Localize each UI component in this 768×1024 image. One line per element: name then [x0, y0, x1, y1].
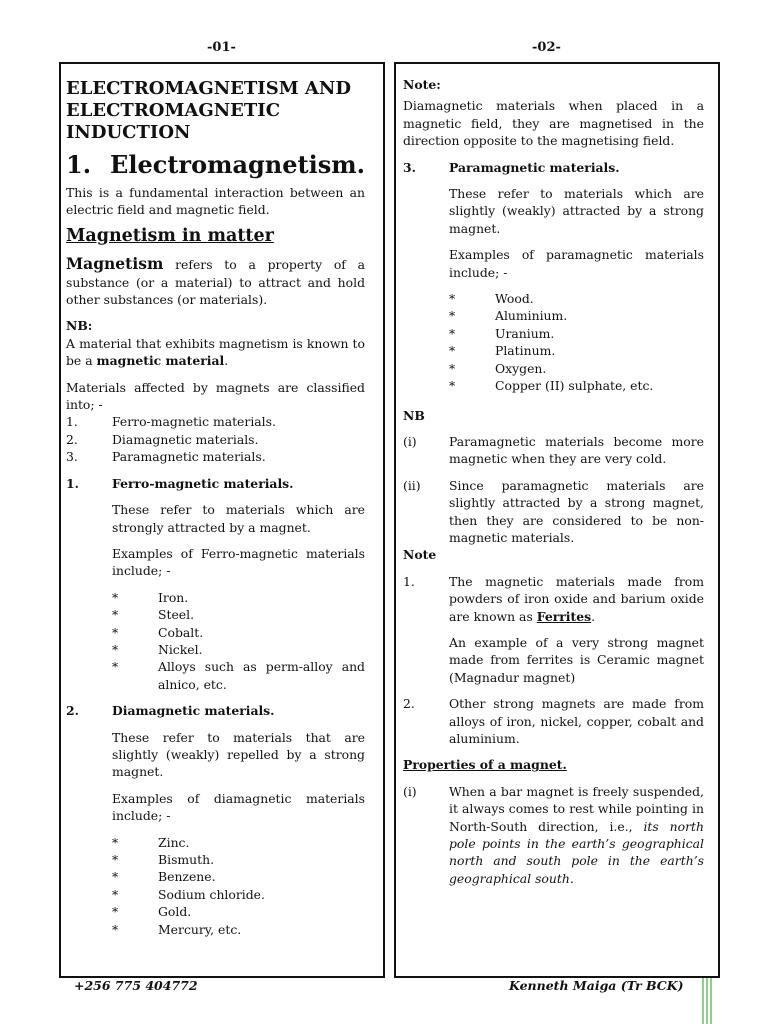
- list-text: Aluminium.: [495, 308, 568, 324]
- nb-item-text: Paramagnetic materials become more magnetic when they are very cold.: [449, 433, 704, 467]
- list-text: Oxygen.: [495, 360, 547, 376]
- page-number-right: -02-: [532, 40, 561, 55]
- list-text: Cobalt.: [158, 624, 204, 640]
- ferro-title: Ferro-magnetic materials.: [112, 475, 294, 491]
- ferro-examples-intro: Examples of Ferro-magnetic materials include; -: [112, 545, 365, 579]
- dia-heading: [66, 702, 365, 719]
- property-text-italic: its north pole points in the earth’s geographical north and south pole in the earth’s geographical south: [449, 818, 704, 886]
- section-title: Magnetism in matter: [66, 225, 274, 246]
- dia-title: Diamagnetic materials.: [112, 703, 275, 719]
- footer-author: Kenneth Maiga (Tr BCK): [509, 978, 684, 993]
- decorative-line: [702, 978, 704, 1024]
- dia-examples-intro: Examples of diamagnetic materials include; -: [112, 790, 365, 824]
- note-text-end: .: [591, 608, 596, 624]
- para-description: These refer to materials which are slightly (weakly) attracted by a strong magnet.: [449, 186, 704, 236]
- note-label: Note:: [403, 77, 441, 92]
- list-item: [66, 431, 365, 448]
- classified-text: Materials affected by magnets are classified into; -: [66, 379, 365, 413]
- ferro-number: 1.: [66, 475, 79, 491]
- definition-text: refers to a property of a substance (or a material) to attract and hold other substances (or materials).: [66, 257, 365, 308]
- list-item: * Zinc.: [112, 834, 365, 851]
- left-column: [59, 62, 385, 978]
- property-text: [449, 783, 704, 887]
- note-paragraph: Diamagnetic materials when placed in a magnetic field, they are magnetised in the direction opposite to the magnetising field.: [403, 98, 704, 149]
- list-text: Gold.: [158, 904, 192, 920]
- nb-text-end: .: [224, 353, 229, 369]
- nb-label: NB:: [66, 318, 93, 334]
- para-number: 3.: [403, 159, 416, 175]
- dia-examples-list: [112, 834, 365, 938]
- nb-item-number: (ii): [403, 477, 421, 493]
- list-number: 1.: [66, 414, 78, 430]
- list-item: * Mercury, etc.: [112, 921, 365, 938]
- list-item: * Benzene.: [112, 868, 365, 885]
- nb-item: [403, 477, 704, 547]
- chapter-number: 1.: [66, 150, 92, 179]
- note-item-number: 1.: [403, 573, 415, 589]
- decorative-line: [710, 978, 712, 1024]
- list-text: Iron.: [158, 589, 189, 605]
- list-text: Alloys such as perm-alloy and alnico, etc.: [158, 659, 365, 692]
- list-item: * Steel.: [112, 606, 365, 623]
- list-text: Uranium.: [495, 325, 555, 341]
- note-item: [403, 695, 704, 747]
- para-examples-intro: Examples of paramagnetic materials include; -: [449, 247, 704, 280]
- nb-bold-term: magnetic material: [96, 353, 225, 369]
- nb-item-text: Since paramagnetic materials are slightly attracted by a strong magnet, then they are considered to be non-magnetic materials.: [449, 477, 704, 545]
- ferro-description: These refer to materials which are strongly attracted by a magnet.: [112, 502, 365, 535]
- list-text: Steel.: [158, 607, 195, 623]
- ferrites-term: Ferrites: [536, 608, 592, 624]
- list-item: [66, 448, 365, 465]
- list-item: * Copper (II) sulphate, etc.: [449, 377, 704, 394]
- definition-term: Magnetism: [66, 254, 164, 274]
- para-heading: [403, 159, 704, 176]
- properties-title: Properties of a magnet.: [403, 757, 567, 773]
- list-text: Ferro-magnetic materials.: [112, 414, 276, 430]
- list-text: Platinum.: [495, 343, 556, 359]
- list-text: Paramagnetic materials.: [112, 449, 266, 465]
- list-text: Diamagnetic materials.: [112, 431, 259, 447]
- note-text: The magnetic materials made from powders of iron oxide and barium oxide are known as: [449, 573, 704, 624]
- dia-description: These refer to materials that are slightly (weakly) repelled by a strong magnet.: [112, 729, 365, 780]
- decorative-line: [706, 978, 708, 1024]
- property-item: [403, 783, 704, 887]
- para-title: Paramagnetic materials.: [449, 159, 620, 175]
- list-item: * Oxygen.: [449, 360, 704, 377]
- right-column: [394, 62, 720, 978]
- main-title: ELECTROMAGNETISM AND ELECTROMAGNETIC INDUCTION: [66, 78, 351, 143]
- list-item: * Nickel.: [112, 641, 365, 658]
- list-text: Copper (II) sulphate, etc.: [495, 378, 654, 394]
- intro-paragraph: This is a fundamental interaction between an electric field and magnetic field.: [66, 185, 365, 218]
- list-text: Zinc.: [158, 834, 190, 850]
- nb-item-number: (i): [403, 433, 417, 449]
- property-text-plain: When a bar magnet is freely suspended, it always comes to rest while pointing in North-South direction, i.e.,: [449, 783, 704, 834]
- list-item: [66, 413, 365, 430]
- definition-paragraph: [66, 255, 365, 308]
- note-item-text: [449, 573, 704, 625]
- para-examples-list: [449, 290, 704, 394]
- ferro-heading: [66, 475, 365, 492]
- list-number: 2.: [66, 431, 78, 447]
- list-item: * Platinum.: [449, 342, 704, 359]
- list-item: * Cobalt.: [112, 624, 365, 641]
- note2-label: Note: [403, 547, 437, 563]
- note-extra: An example of a very strong magnet made from ferrites is Ceramic magnet (Magnadur magnet): [449, 634, 704, 685]
- list-item: * Alloys such as perm-alloy and alnico, etc.: [112, 659, 365, 692]
- ferro-examples-list: [112, 589, 365, 693]
- list-number: 3.: [66, 449, 78, 465]
- property-text-end: .: [569, 870, 574, 886]
- note-item-number: 2.: [403, 696, 415, 712]
- list-item: * Gold.: [112, 903, 365, 920]
- chapter-title: Electromagnetism.: [110, 150, 365, 179]
- nb-text: A material that exhibits magnetism is known to be a: [66, 335, 365, 369]
- list-text: Sodium chloride.: [158, 886, 265, 902]
- list-item: * Sodium chloride.: [112, 886, 365, 903]
- nb-label: NB: [403, 407, 425, 423]
- note-item-text: Other strong magnets are made from alloys of iron, nickel, copper, cobalt and aluminium.: [449, 696, 704, 746]
- list-item: * Iron.: [112, 589, 365, 606]
- dia-number: 2.: [66, 703, 79, 719]
- list-text: Mercury, etc.: [158, 921, 242, 937]
- page-number-left: -01-: [207, 40, 236, 55]
- list-item: * Bismuth.: [112, 851, 365, 868]
- nb-item: [403, 433, 704, 468]
- list-item: * Aluminium.: [449, 307, 704, 324]
- list-text: Wood.: [495, 291, 534, 307]
- list-text: Nickel.: [158, 641, 203, 657]
- nb-paragraph: [66, 335, 365, 370]
- class-list: [66, 413, 365, 465]
- footer-phone: +256 775 404772: [74, 978, 198, 993]
- list-text: Bismuth.: [158, 852, 215, 867]
- list-item: * Wood.: [449, 290, 704, 307]
- list-item: * Uranium.: [449, 325, 704, 342]
- chapter-heading: [66, 150, 365, 180]
- list-text: Benzene.: [158, 869, 216, 885]
- property-number: (i): [403, 783, 417, 799]
- note-item: [403, 573, 704, 625]
